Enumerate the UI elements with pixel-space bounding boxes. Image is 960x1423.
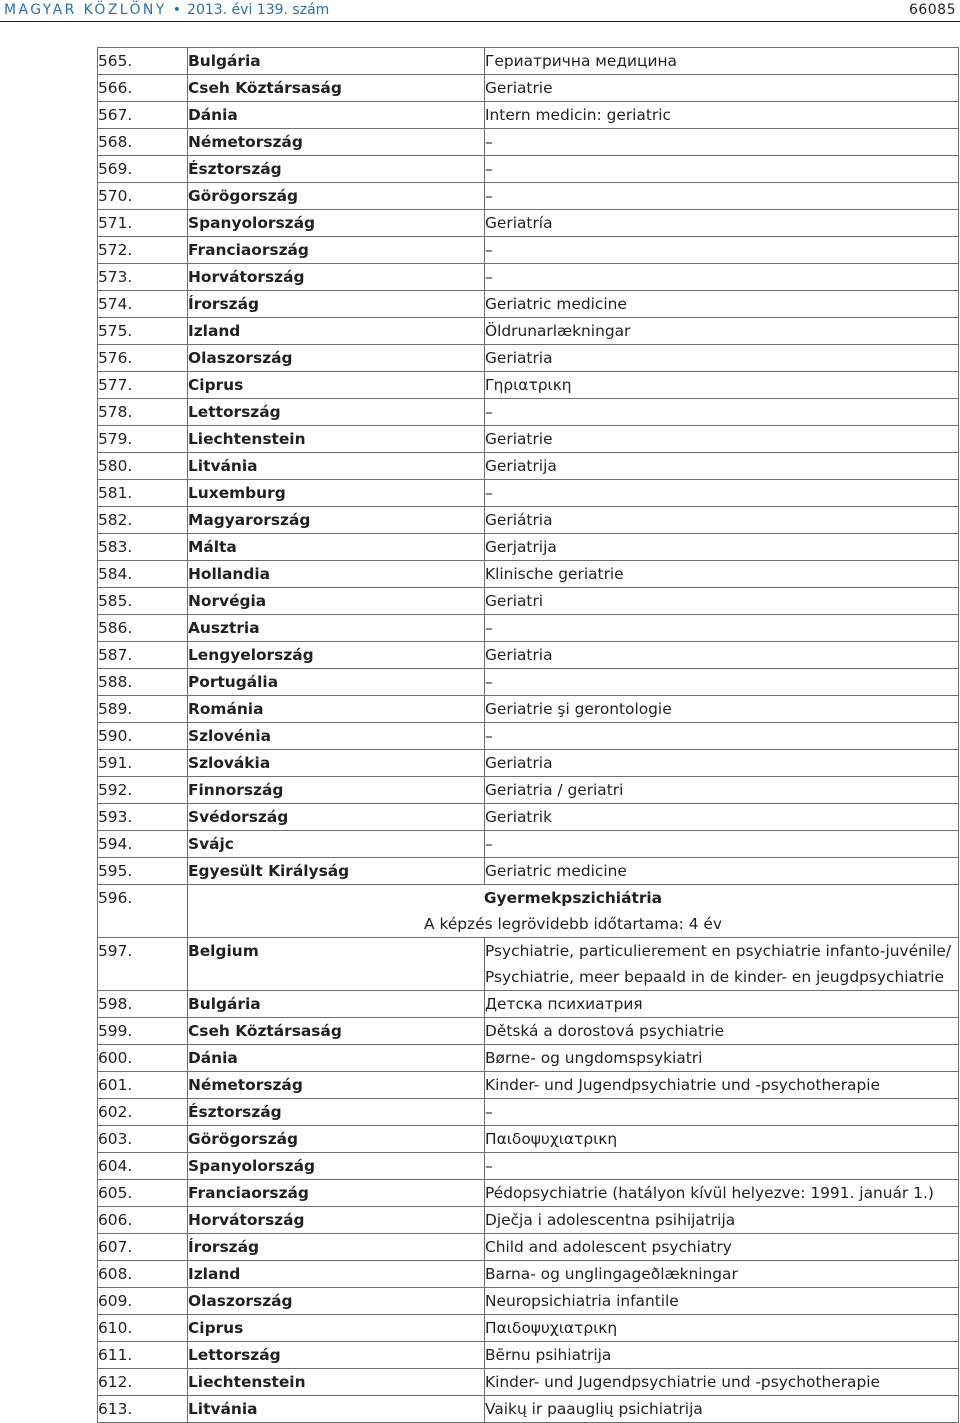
specialty-name: Παιδοψυχιατρικη	[485, 1315, 959, 1342]
specialty-name	[485, 938, 959, 991]
country-name: Szlovákia	[188, 750, 485, 777]
country-name: Liechtenstein	[188, 426, 485, 453]
specialty-name: Intern medicin: geriatric	[485, 102, 959, 129]
table-row	[98, 696, 959, 723]
table-row	[98, 1369, 959, 1396]
country-name: Litvánia	[188, 1396, 485, 1423]
row-number: 610.	[98, 1315, 188, 1342]
specialty-name: Gerjatrija	[485, 534, 959, 561]
table-row	[98, 237, 959, 264]
table-row	[98, 399, 959, 426]
specialty-name: –	[485, 615, 959, 642]
specialty-name: –	[485, 156, 959, 183]
table-row	[98, 1018, 959, 1045]
country-name: Spanyolország	[188, 1153, 485, 1180]
country-name: Írország	[188, 1234, 485, 1261]
table-row	[98, 426, 959, 453]
table-row	[98, 453, 959, 480]
specialty-name: Dětská a dorostová psychiatrie	[485, 1018, 959, 1045]
table-row	[98, 1126, 959, 1153]
row-number: 579.	[98, 426, 188, 453]
row-number: 602.	[98, 1099, 188, 1126]
row-number: 611.	[98, 1342, 188, 1369]
section-heading	[188, 885, 959, 938]
country-name: Cseh Köztársaság	[188, 1018, 485, 1045]
table-row	[98, 210, 959, 237]
table-row	[98, 183, 959, 210]
table-row	[98, 264, 959, 291]
table-row	[98, 750, 959, 777]
row-number: 571.	[98, 210, 188, 237]
country-name: Ciprus	[188, 1315, 485, 1342]
issue-label: 2013. évi 139. szám	[187, 2, 330, 18]
country-name: Svédország	[188, 804, 485, 831]
specialty-name: Öldrunarlækningar	[485, 318, 959, 345]
row-number: 572.	[98, 237, 188, 264]
row-number: 603.	[98, 1126, 188, 1153]
row-number: 566.	[98, 75, 188, 102]
country-name: Észtország	[188, 156, 485, 183]
row-number: 589.	[98, 696, 188, 723]
table-row	[98, 1045, 959, 1072]
country-name: Ausztria	[188, 615, 485, 642]
specialty-name: Geriatrie	[485, 426, 959, 453]
specialty-name: Geriátria	[485, 507, 959, 534]
page-header	[4, 0, 956, 22]
table-row	[98, 642, 959, 669]
row-number: 590.	[98, 723, 188, 750]
country-name: Portugália	[188, 669, 485, 696]
table-row	[98, 129, 959, 156]
table-row	[98, 831, 959, 858]
table-row	[98, 777, 959, 804]
row-number: 606.	[98, 1207, 188, 1234]
row-number: 570.	[98, 183, 188, 210]
row-number: 612.	[98, 1369, 188, 1396]
row-number: 578.	[98, 399, 188, 426]
specialty-name: Geriatría	[485, 210, 959, 237]
specialty-name: Geriatri	[485, 588, 959, 615]
table-row	[98, 938, 959, 991]
row-number: 600.	[98, 1045, 188, 1072]
row-number: 595.	[98, 858, 188, 885]
specialty-name: –	[485, 1099, 959, 1126]
table-row	[98, 991, 959, 1018]
specialty-name: –	[485, 1153, 959, 1180]
country-name: Dánia	[188, 1045, 485, 1072]
country-name: Görögország	[188, 183, 485, 210]
table-row	[98, 1099, 959, 1126]
table-row	[98, 102, 959, 129]
specialty-name: –	[485, 399, 959, 426]
table-row	[98, 588, 959, 615]
country-name: Finnország	[188, 777, 485, 804]
country-name: Cseh Köztársaság	[188, 75, 485, 102]
table-row	[98, 507, 959, 534]
specialty-name: Geriatria	[485, 345, 959, 372]
specialty-name-line: Psychiatrie, meer bepaald in de kinder- en jeugdpsychiatrie	[485, 968, 945, 986]
row-number: 597.	[98, 938, 188, 991]
specialty-name: Geriatrie	[485, 75, 959, 102]
specialty-name: –	[485, 264, 959, 291]
table-row	[98, 372, 959, 399]
table-row	[98, 345, 959, 372]
row-number: 581.	[98, 480, 188, 507]
row-number: 601.	[98, 1072, 188, 1099]
table-row	[98, 1180, 959, 1207]
table-row	[98, 75, 959, 102]
table-row	[98, 1207, 959, 1234]
row-number: 574.	[98, 291, 188, 318]
row-number: 604.	[98, 1153, 188, 1180]
country-name: Észtország	[188, 1099, 485, 1126]
country-name: Románia	[188, 696, 485, 723]
row-number: 598.	[98, 991, 188, 1018]
row-number: 608.	[98, 1261, 188, 1288]
table-row	[98, 480, 959, 507]
table-row	[98, 1342, 959, 1369]
table-row	[98, 318, 959, 345]
specialty-name-line: Psychiatrie, particulierement en psychiatrie infanto-juvénile/	[485, 942, 952, 960]
row-number: 582.	[98, 507, 188, 534]
country-name: Lengyelország	[188, 642, 485, 669]
country-name: Hollandia	[188, 561, 485, 588]
table-row	[98, 858, 959, 885]
row-number: 567.	[98, 102, 188, 129]
row-number: 613.	[98, 1396, 188, 1423]
specialty-name: Kinder- und Jugendpsychiatrie und -psychotherapie	[485, 1072, 959, 1099]
specialty-name: Klinische geriatrie	[485, 561, 959, 588]
row-number: 593.	[98, 804, 188, 831]
specialty-name: Παιδοψυχιατρικη	[485, 1126, 959, 1153]
separator-dot: •	[172, 2, 182, 18]
country-name: Németország	[188, 1072, 485, 1099]
table-row	[98, 1261, 959, 1288]
table-row	[98, 1234, 959, 1261]
country-name: Lettország	[188, 399, 485, 426]
row-number: 575.	[98, 318, 188, 345]
specialty-name: Geriatrik	[485, 804, 959, 831]
specialty-name: Geriatric medicine	[485, 291, 959, 318]
country-name: Lettország	[188, 1342, 485, 1369]
table-row	[98, 1315, 959, 1342]
country-name: Olaszország	[188, 1288, 485, 1315]
table-row	[98, 156, 959, 183]
row-number: 591.	[98, 750, 188, 777]
specialty-name: Geriatria	[485, 642, 959, 669]
table-row	[98, 723, 959, 750]
row-number: 569.	[98, 156, 188, 183]
country-name: Norvégia	[188, 588, 485, 615]
table-row	[98, 615, 959, 642]
specialty-name: Гериатрична медицина	[485, 48, 959, 75]
specialty-name: Neuropsichiatria infantile	[485, 1288, 959, 1315]
country-name: Görögország	[188, 1126, 485, 1153]
specialty-name: Bērnu psihiatrija	[485, 1342, 959, 1369]
country-name: Izland	[188, 1261, 485, 1288]
table-row	[98, 669, 959, 696]
publication-title: MAGYAR KÖZLÖNY	[4, 2, 167, 18]
specialty-name: –	[485, 831, 959, 858]
specialty-name: –	[485, 129, 959, 156]
row-number: 586.	[98, 615, 188, 642]
specialty-name: Dječja i adolescentna psihijatrija	[485, 1207, 959, 1234]
specialty-name: Γηριατρικη	[485, 372, 959, 399]
table-row	[98, 534, 959, 561]
specialty-name: Geriatria / geriatri	[485, 777, 959, 804]
country-name: Svájc	[188, 831, 485, 858]
country-name: Franciaország	[188, 1180, 485, 1207]
row-number: 568.	[98, 129, 188, 156]
row-number: 584.	[98, 561, 188, 588]
country-name: Ciprus	[188, 372, 485, 399]
row-number: 588.	[98, 669, 188, 696]
section-heading-row	[98, 885, 959, 938]
row-number: 573.	[98, 264, 188, 291]
row-number: 577.	[98, 372, 188, 399]
row-number: 580.	[98, 453, 188, 480]
country-name: Litvánia	[188, 453, 485, 480]
table-row	[98, 48, 959, 75]
row-number: 599.	[98, 1018, 188, 1045]
row-number: 607.	[98, 1234, 188, 1261]
country-name: Spanyolország	[188, 210, 485, 237]
country-name: Bulgária	[188, 48, 485, 75]
row-number: 596.	[98, 885, 188, 938]
country-name: Horvátország	[188, 1207, 485, 1234]
country-name: Németország	[188, 129, 485, 156]
country-name: Bulgária	[188, 991, 485, 1018]
country-name: Olaszország	[188, 345, 485, 372]
specialty-name: Child and adolescent psychiatry	[485, 1234, 959, 1261]
row-number: 565.	[98, 48, 188, 75]
specialty-name: Geriatrija	[485, 453, 959, 480]
specialty-name: Geriatrie şi gerontologie	[485, 696, 959, 723]
specialty-name: –	[485, 669, 959, 696]
child-psychiatry-section	[98, 885, 959, 991]
country-name: Horvátország	[188, 264, 485, 291]
specialty-name: –	[485, 183, 959, 210]
row-number: 585.	[98, 588, 188, 615]
specialty-name: –	[485, 237, 959, 264]
table-row	[98, 1153, 959, 1180]
country-name: Szlovénia	[188, 723, 485, 750]
section-subtitle: A képzés legrövidebb időtartama: 4 év	[424, 915, 722, 933]
specialty-name: Pédopsychiatrie (hatályon kívül helyezve: 1991. január 1.)	[485, 1180, 959, 1207]
country-name: Liechtenstein	[188, 1369, 485, 1396]
table-row	[98, 1288, 959, 1315]
country-name: Izland	[188, 318, 485, 345]
row-number: 609.	[98, 1288, 188, 1315]
table-row	[98, 1396, 959, 1423]
country-name: Luxemburg	[188, 480, 485, 507]
specialty-name: –	[485, 723, 959, 750]
country-name: Málta	[188, 534, 485, 561]
table-row	[98, 291, 959, 318]
row-number: 576.	[98, 345, 188, 372]
table-row	[98, 804, 959, 831]
table-row	[98, 561, 959, 588]
country-name: Írország	[188, 291, 485, 318]
specialty-name: –	[485, 480, 959, 507]
specialty-name: Børne- og ungdomspsykiatri	[485, 1045, 959, 1072]
geriatrics-rows	[98, 48, 959, 885]
row-number: 583.	[98, 534, 188, 561]
country-name: Belgium	[188, 938, 485, 991]
specialty-name: Vaikų ir paauglių psichiatrija	[485, 1396, 959, 1423]
row-number: 592.	[98, 777, 188, 804]
header-rule	[0, 21, 960, 22]
specialty-name: Geriatric medicine	[485, 858, 959, 885]
row-number: 594.	[98, 831, 188, 858]
page-number: 66085	[908, 2, 956, 18]
row-number: 605.	[98, 1180, 188, 1207]
country-name: Franciaország	[188, 237, 485, 264]
specialty-name: Barna- og unglingageðlækningar	[485, 1261, 959, 1288]
row-number: 587.	[98, 642, 188, 669]
country-name: Egyesült Királyság	[188, 858, 485, 885]
table-row	[98, 1072, 959, 1099]
specialty-name: Kinder- und Jugendpsychiatrie und -psychotherapie	[485, 1369, 959, 1396]
country-name: Dánia	[188, 102, 485, 129]
specialty-name: Детска психиатрия	[485, 991, 959, 1018]
publication-info	[4, 0, 329, 20]
country-name: Magyarország	[188, 507, 485, 534]
specialty-table	[97, 47, 959, 1423]
specialty-name: Geriatria	[485, 750, 959, 777]
section-title: Gyermekpszichiátria	[483, 889, 663, 907]
child-psychiatry-rows	[98, 991, 959, 1423]
